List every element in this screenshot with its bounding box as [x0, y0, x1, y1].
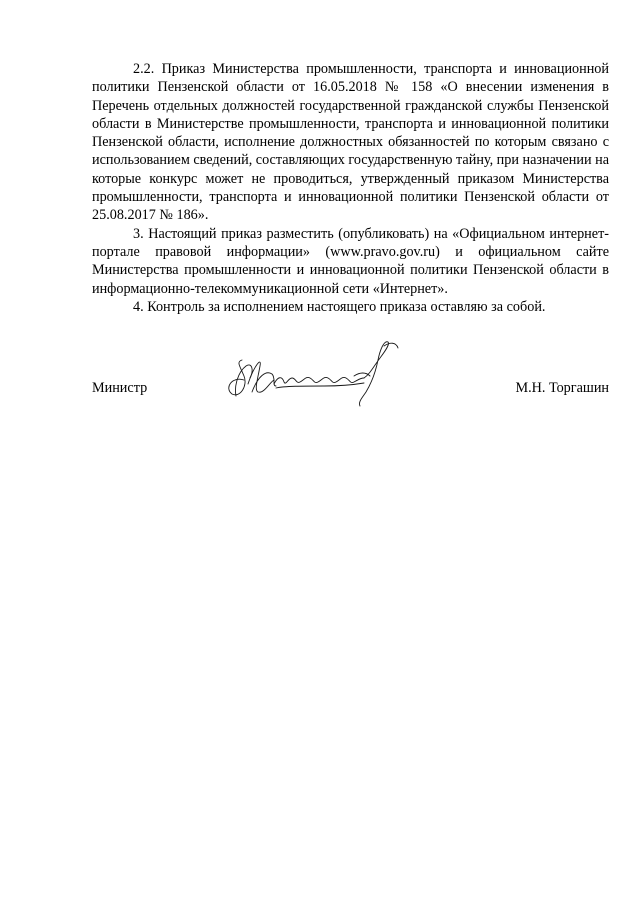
handwritten-signature: [214, 336, 404, 416]
paragraph-2-2: 2.2. Приказ Министерства промышленности, транспорта и инновационной политики Пензенской области от 16.05.2018 № 158 «О внесении изменения в Перечень отдельных должностей государственной гражданской службы Пензенской области в Министерстве промышленности, транспорта и инновационной политики Пензенской области, исполнение должностных обязанностей по которым связано с использованием сведений, составляющих государственную тайну, при назначении на которые конкурс может не проводиться, утвержденный приказом Министерства промышленности, транспорта и инновационной политики Пензенской области от 25.08.2017 № 186».: [92, 61, 609, 224]
signature-row: [92, 379, 609, 399]
paragraph-4: 4. Контроль за исполнением настоящего приказа оставляю за собой.: [133, 298, 546, 315]
document-body: [92, 60, 609, 316]
position-title: Министр: [92, 380, 148, 396]
signer-name: М.Н. Торгашин: [515, 380, 609, 396]
paragraph-3: 3. Настоящий приказ разместить (опубликовать) на «Официальном интернет-портале правовой информации» (www.pravo.gov.ru) и официальном сайте Министерства промышленности и инновационной политики Пензенской области в информационно-телекоммуникационной сети «Интернет».: [92, 225, 609, 297]
